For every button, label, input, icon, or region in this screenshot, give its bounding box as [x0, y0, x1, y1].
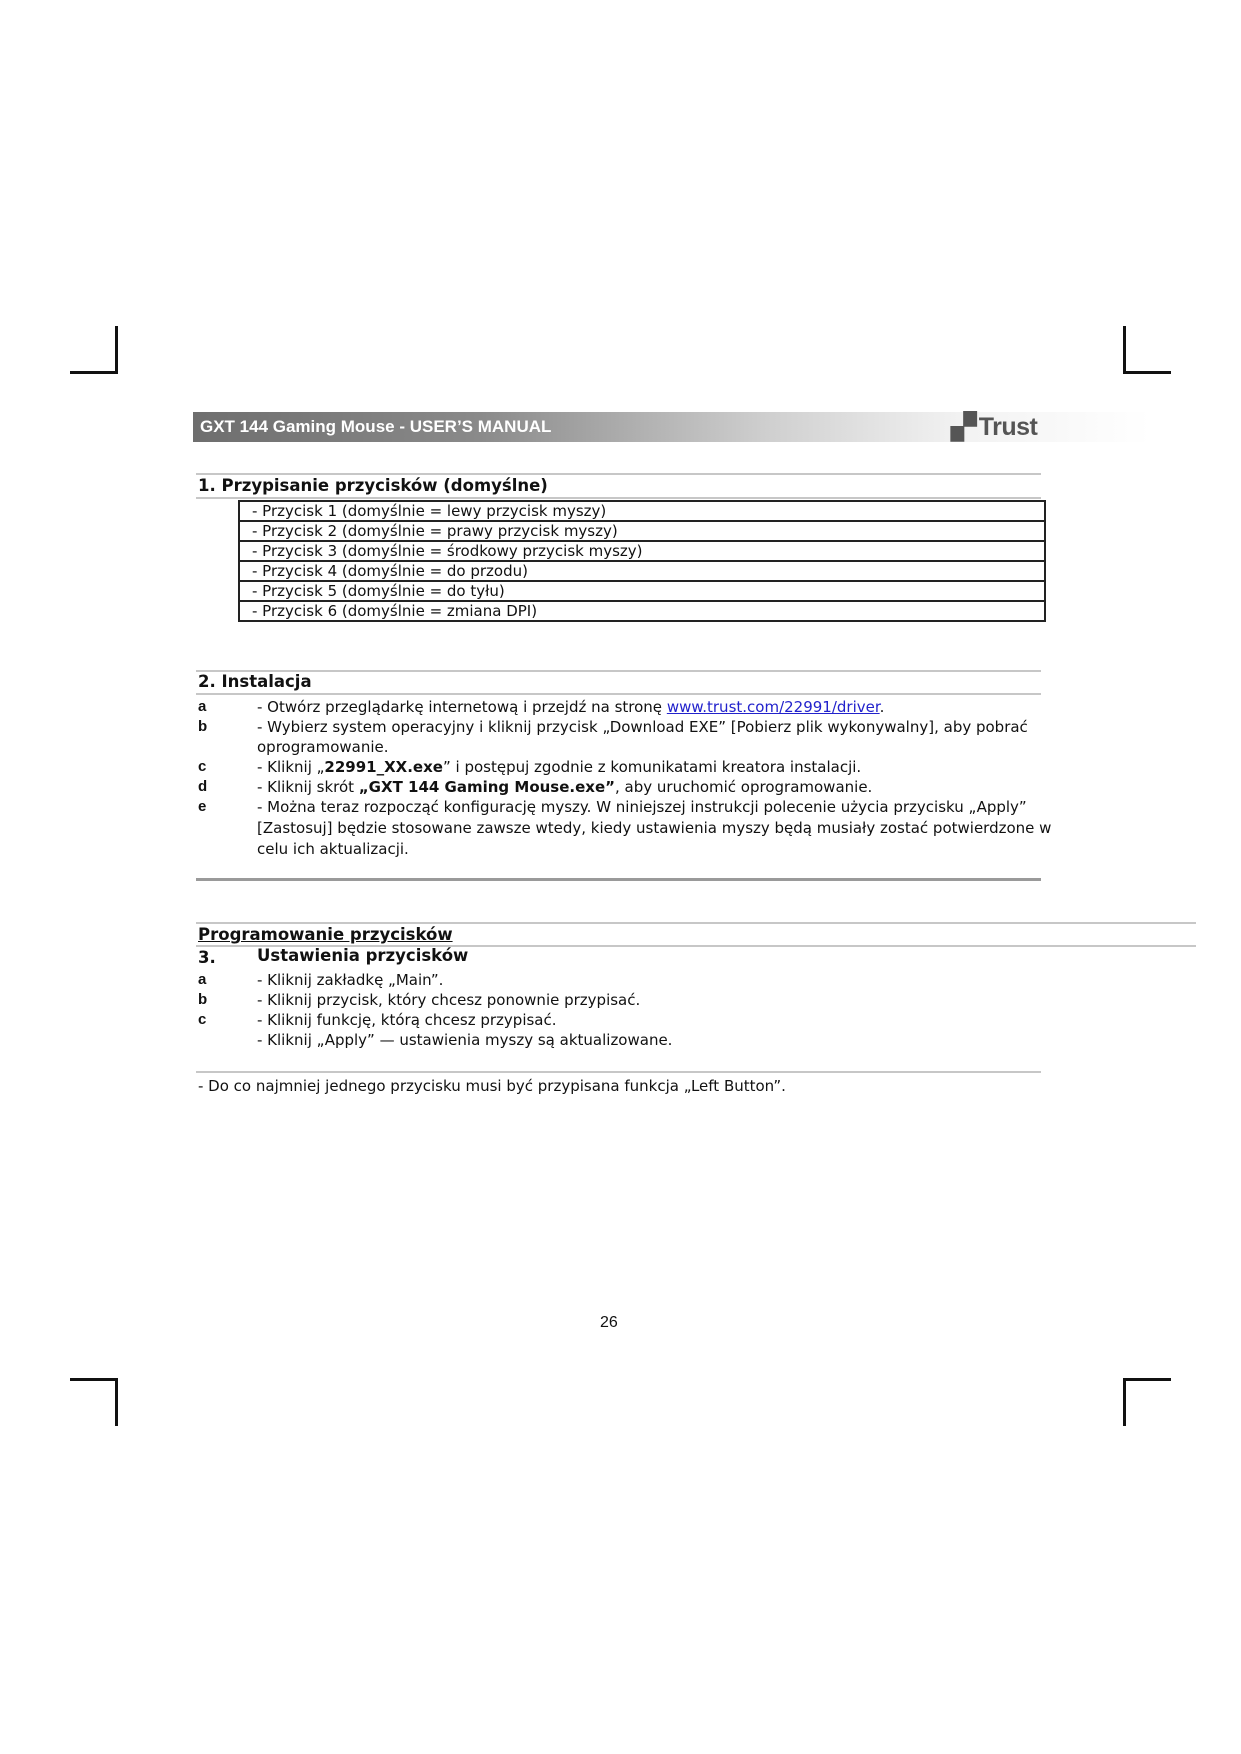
section2-end-rule	[196, 878, 1041, 881]
brand-logo-text: Trust	[978, 413, 1038, 441]
crop-mark-bottom-right-v	[1123, 1378, 1126, 1426]
table-row	[239, 521, 1045, 541]
settings-step-apply	[198, 1030, 1058, 1050]
step-text-pre: - Kliknij skrót	[257, 778, 359, 796]
step-letter: a	[198, 698, 207, 715]
table-cell: - Przycisk 6 (domyślnie = zmiana DPI)	[239, 601, 1045, 621]
button-assignment-table	[238, 500, 1046, 622]
note-rule	[196, 1071, 1041, 1073]
step-text: - Można teraz rozpocząć konfigurację myszy. W niniejszej instrukcji polecenie użycia przycisku „Apply” [Zastosuj] będzie stosowane zawsze wtedy, kiedy ustawienia myszy będą musiały zostać potwierdzone w celu ich aktualizacji.	[257, 798, 1052, 858]
crop-mark-top-left-h	[70, 371, 118, 374]
section1-bottom-rule	[196, 497, 1041, 499]
step-letter: a	[198, 971, 207, 988]
step-letter: e	[198, 798, 207, 815]
crop-mark-bottom-left-v	[115, 1378, 118, 1426]
section3-top-rule	[196, 922, 1196, 924]
install-step-c	[198, 757, 1058, 777]
section3-number: 3.	[198, 948, 216, 967]
step-text: - Kliknij przycisk, który chcesz ponownie przypisać.	[257, 991, 641, 1009]
table-row	[239, 501, 1045, 521]
brand-logo	[951, 412, 1038, 442]
settings-step-c	[198, 1010, 1058, 1030]
table-cell: - Przycisk 1 (domyślnie = lewy przycisk myszy)	[239, 501, 1045, 521]
manual-title-label: USER’S MANUAL	[409, 417, 552, 436]
manual-title	[200, 417, 551, 437]
step-text-bold: „GXT 144 Gaming Mouse.exe”	[358, 778, 615, 796]
table-cell: - Przycisk 5 (domyślnie = do tyłu)	[239, 581, 1045, 601]
manual-title-model: GXT 144 Gaming Mouse -	[200, 417, 410, 436]
step-text-bold: 22991_XX.exe	[324, 758, 443, 776]
install-step-a	[198, 697, 1058, 717]
install-step-e	[198, 797, 1058, 860]
table-row	[239, 581, 1045, 601]
section3-title: Ustawienia przycisków	[257, 946, 469, 965]
settings-step-a	[198, 970, 1058, 990]
table-cell: - Przycisk 2 (domyślnie = prawy przycisk myszy)	[239, 521, 1045, 541]
programming-heading: Programowanie przycisków	[198, 925, 453, 944]
step-text: - Wybierz system operacyjny i kliknij przycisk „Download EXE” [Pobierz plik wykonywalny], aby pobrać oprogramowanie.	[257, 718, 1028, 756]
step-text	[257, 777, 1058, 797]
crop-mark-top-right-h	[1123, 371, 1171, 374]
step-letter: c	[198, 758, 207, 775]
step-text	[257, 757, 1058, 777]
section2-top-rule	[196, 670, 1041, 672]
crop-mark-bottom-left-h	[70, 1378, 118, 1381]
crop-mark-top-left-v	[115, 326, 118, 374]
section1-top-rule	[196, 473, 1041, 475]
table-row	[239, 601, 1045, 621]
crop-mark-top-right-v	[1123, 326, 1126, 374]
section1-title: 1. Przypisanie przycisków (domyślne)	[198, 476, 548, 495]
install-step-d	[198, 777, 1058, 797]
step-text	[257, 697, 1058, 717]
table-row	[239, 561, 1045, 581]
step-text-post: , aby uruchomić oprogramowanie.	[615, 778, 873, 796]
settings-step-b	[198, 990, 1058, 1010]
step-text-post: ” i postępuj zgodnie z komunikatami kreatora instalacji.	[442, 758, 862, 776]
step-letter: b	[198, 991, 208, 1008]
section2-title: 2. Instalacja	[198, 672, 312, 691]
crop-mark-bottom-right-h	[1123, 1378, 1171, 1381]
step-text: - Kliknij „Apply” — ustawienia myszy są aktualizowane.	[257, 1031, 673, 1049]
step-text: - Kliknij zakładkę „Main”.	[257, 971, 444, 989]
step-text-pre: - Kliknij „	[257, 758, 325, 776]
step-text-pre: - Otwórz przeglądarkę internetową i przejdź na stronę	[257, 698, 667, 716]
driver-link[interactable]: www.trust.com/22991/driver	[666, 698, 880, 716]
left-button-note: - Do co najmniej jednego przycisku musi być przypisana funkcja „Left Button”.	[198, 1077, 786, 1095]
table-cell: - Przycisk 4 (domyślnie = do przodu)	[239, 561, 1045, 581]
step-letter: d	[198, 778, 208, 795]
step-text: - Kliknij funkcję, którą chcesz przypisać.	[257, 1011, 557, 1029]
step-text-post: .	[879, 698, 885, 716]
table-cell: - Przycisk 3 (domyślnie = środkowy przycisk myszy)	[239, 541, 1045, 561]
brand-logo-icon: ▞	[951, 413, 976, 441]
table-row	[239, 541, 1045, 561]
section2-bottom-rule	[196, 693, 1041, 695]
install-step-b	[198, 717, 1058, 757]
step-letter: c	[198, 1011, 207, 1028]
step-letter: b	[198, 718, 208, 735]
page-number: 26	[600, 1314, 618, 1331]
